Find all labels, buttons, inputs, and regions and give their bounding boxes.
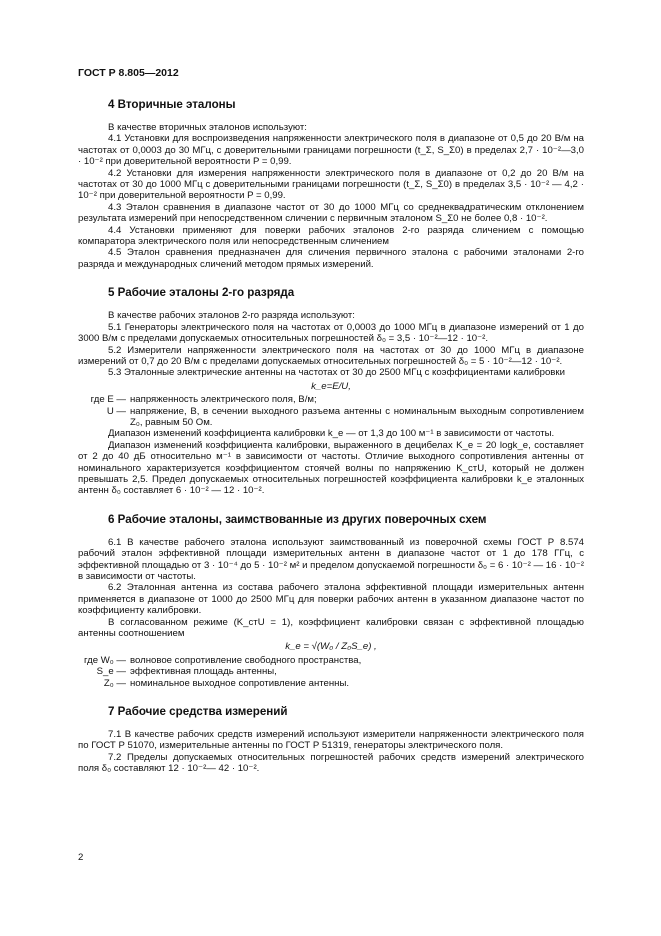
section-7-title: 7 Рабочие средства измерений xyxy=(108,705,288,719)
s4-p3: 4.3 Эталон сравнения в диапазоне частот от 30 до 1000 МГц со среднеквадратическим отклонением результата измерений при непосредственном сличении с первичным эталоном S_Σ0 не более 0,8 · 10⁻². xyxy=(78,201,584,225)
page-number: 2 xyxy=(78,852,84,863)
s5-p5: Диапазон изменений коэффициента калибровки, выраженного в децибелах K_e = 20 logk_e, составляет от 2 до 40 дБ относительно м⁻¹ в зависимости от частоты. Отличие выходного сопротивления антенны от номинального характеризуется коэффициентом стоячей волны по напряжению K_стU, который не должен превышать 2,5. Предел допускаемых относительных погрешностей коэффициента калибровки k_e эталонных антенн δ₀ составляет 6 · 10⁻² — 12 · 10⁻². xyxy=(78,439,584,497)
s4-p1: 4.1 Установки для воспроизведения напряженности электрического поля в диапазоне от 0,5 до 20 В/м на частотах от 0,0003 до 30 МГц, с доверительными границами погрешности (t_Σ, S_Σ0) в пределах 2,7 · 10⁻²—3,0 · 10⁻² при доверительной вероятности P = 0,99. xyxy=(78,133,584,168)
s4-p4: 4.4 Установки применяют для поверки рабочих эталонов 2-го разряда сличением с помощью компаратора электрического поля или непосредственным сличением xyxy=(78,224,584,248)
def-term: U — xyxy=(106,405,126,417)
s5-def-e xyxy=(78,394,584,405)
def-term: где W₀ — xyxy=(84,654,126,666)
s5-p4: Диапазон изменений коэффициента калибровки k_e — от 1,3 до 100 м⁻¹ в зависимости от частоты. xyxy=(108,428,555,440)
page-content xyxy=(78,92,584,775)
s6-p1: 6.1 В качестве рабочего эталона используют заимствованный из поверочной схемы ГОСТ Р 8.574 рабочий эталон эффективной площади измерительных антенн в диапазоне частот от 1 до 178 ГГц, с эффективной площадью от 3 · 10⁻⁴ до 5 · 10⁻² м² и пределом допускаемой погрешности δ₀ = 6 · 10⁻² — 16 · 10⁻² в зависимости от частоты. xyxy=(78,536,584,582)
section-6-title: 6 Рабочие эталоны, заимствованные из других поверочных схем xyxy=(108,512,487,526)
def-term: Z₀ — xyxy=(103,677,126,689)
section-4-title: 4 Вторичные эталоны xyxy=(108,98,236,111)
s6-formula: k_e = √(W₀ / Z₀S_e) , xyxy=(285,641,377,653)
page-header: ГОСТ Р 8.805—2012 xyxy=(78,67,179,79)
def-term: где E — xyxy=(90,394,126,406)
def-text: волновое сопротивление свободного пространства, xyxy=(130,654,362,666)
def-text: напряженность электрического поля, В/м; xyxy=(130,394,317,406)
section-5-title: 5 Рабочие эталоны 2-го разряда xyxy=(108,286,295,300)
def-text: напряжение, В, в сечении выходного разъема антенны с номинальным выходным сопротивлением Z₀, равным 50 Ом. xyxy=(130,405,584,428)
s5-intro: В качестве рабочих эталонов 2-го разряда используют: xyxy=(108,310,355,322)
s4-p2: 4.2 Установки для измерения напряженности электрического поля в диапазоне от 0,2 до 20 В/м на частотах от 30 до 1000 МГц с доверительными границами погрешности (t_Σ, S_Σ0) в пределах 3,5 · 10⁻² — 4,2 · 10⁻² при доверительной вероятности P = 0,99. xyxy=(78,167,584,202)
s7-p1: 7.1 В качестве рабочих средств измерений используют измерители напряженности электрического поля по ГОСТ Р 51070, измерительные антенны по ГОСТ Р 51319, генераторы электрического поля. xyxy=(78,729,584,752)
s6-def-w0 xyxy=(78,655,584,666)
def-text: номинальное выходное сопротивление антенны. xyxy=(130,677,350,689)
def-text: эффективная площадь антенны, xyxy=(130,666,277,678)
def-term: S_e — xyxy=(96,666,126,678)
s6-p3: В согласованном режиме (K_стU = 1), коэффициент калибровки связан с эффективной площадью антенны соотношением xyxy=(78,616,584,640)
s6-def-z0 xyxy=(78,678,584,689)
s5-p2: 5.2 Измерители напряженности электрического поля на частотах от 30 до 1000 МГц в диапазоне измерений от 0,7 до 20 В/м с пределами допускаемых относительных погрешностей δ₀ = 5 · 10⁻²—12 · 10⁻². xyxy=(78,344,584,367)
s6-def-se xyxy=(78,666,584,677)
s5-formula: k_e=E/U, xyxy=(311,380,351,392)
s7-p2: 7.2 Пределы допускаемых относительных погрешностей рабочих средств измерений электрического поля δ₀ составляют 12 · 10⁻²— 42 · 10⁻². xyxy=(78,751,584,775)
s5-p1: 5.1 Генераторы электрического поля на частотах от 0,0003 до 1000 МГц в диапазоне измерений от 1 до 3000 В/м с пределами допускаемых относительных погрешностей δ₀ = 3,5 · 10⁻²—12 · 10⁻². xyxy=(78,321,584,345)
s6-p2: 6.2 Эталонная антенна из состава рабочего эталона эффективной площади измерительных антенн применяется в диапазоне от 1000 до 2500 МГц для поверки рабочих антенн в указанном диапазоне частот по коэффициенту калибровки. xyxy=(78,582,584,617)
s4-intro: В качестве вторичных эталонов используют: xyxy=(108,122,307,133)
s5-def-u xyxy=(78,406,584,429)
s5-p3: 5.3 Эталонные электрические антенны на частотах от 30 до 2500 МГц с коэффициентами калибровки xyxy=(108,367,565,379)
s4-p5: 4.5 Эталон сравнения предназначен для сличения первичного эталона с рабочими эталонами 2-го разряда и международных сличений методом прямых измерений. xyxy=(78,247,584,270)
